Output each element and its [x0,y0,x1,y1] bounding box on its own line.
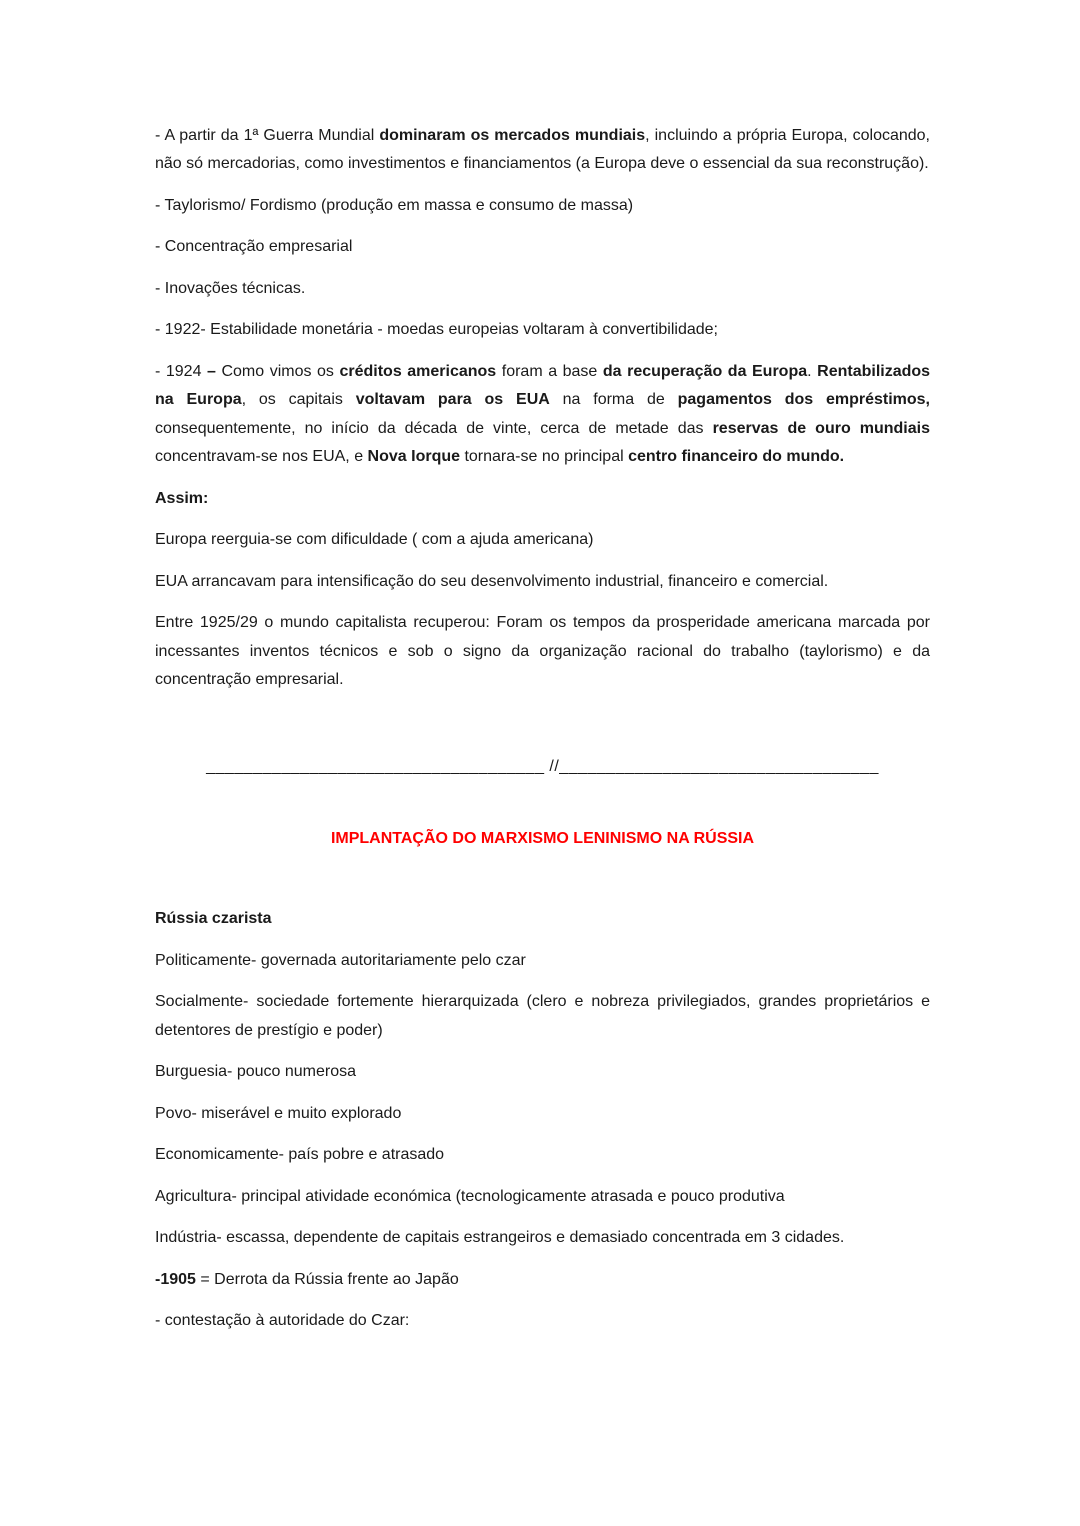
paragraph-text-bold: dominaram os mercados mundiais [379,127,646,144]
paragraph-text: - 1924 [155,362,208,380]
section-heading [155,825,930,853]
paragraph-text-bold: créditos americanos [339,362,497,380]
paragraph-text-bold: voltavam para os EUA [355,391,550,409]
paragraph [155,905,930,933]
paragraph-text-bold: reservas de ouro mundiais [712,419,930,437]
paragraph-text: Burguesia- pouco numerosa [155,1063,357,1081]
paragraph [155,1183,930,1211]
paragraph-text-bold: Rentabilizados na Europa [155,362,931,409]
paragraph-text: Politicamente- governada autoritariamente pelo czar [155,951,526,969]
paragraph-text-bold: da recuperação da Europa [602,362,808,380]
paragraph-text: Europa reerguia-se com dificuldade ( com a ajuda americana) [155,531,594,549]
paragraph-text: - Inovações técnicas. [155,279,306,297]
paragraph-text: Como vimos os [215,362,340,380]
paragraph [155,485,930,513]
paragraph [155,988,930,1045]
paragraph [155,122,930,179]
paragraph-text: EUA arrancavam para intensificação do seu desenvolvimento industrial, financeiro e comercial. [155,572,829,590]
paragraph-text: Socialmente- sociedade fortemente hierarquizada (clero e nobreza privilegiados, grandes proprietários e detentores de prestígio e poder) [155,993,930,1039]
paragraph-text: - Concentração empresarial [155,238,353,256]
paragraph-text-bold: – [207,362,216,380]
paragraph [155,275,930,303]
paragraph-text-bold: Rússia czarista [155,910,272,928]
paragraph-text-bold: centro financeiro do mundo. [628,448,845,466]
paragraph [155,947,930,975]
paragraph-text: Indústria- escassa, dependente de capitais estrangeiros e demasiado concentrada em 3 cidades. [155,1229,845,1247]
paragraph-text: - contestação à autoridade do Czar: [155,1312,410,1330]
paragraph [155,233,930,261]
paragraph-text: , incluindo a própria Europa, colocando, não só mercadorias, como investimentos e financiamentos (a Europa deve o essencial da sua reconstrução). [155,127,931,173]
paragraph-text: Agricultura- principal atividade económica (tecnologicamente atrasada e pouco produtiva [155,1187,785,1205]
paragraph [155,526,930,554]
paragraph-text: consequentemente, no início da década de vinte, cerca de metade das [155,419,713,437]
paragraph-text: = Derrota da Rússia frente ao Japão [195,1270,459,1288]
paragraph-text-bold: -1905 [155,1270,196,1288]
section-divider: ____________________________________ //__________________________________ [206,757,879,775]
paragraph-text: Economicamente- país pobre e atrasado [155,1146,445,1164]
paragraph-text: tornara-se no principal [460,448,629,466]
paragraph [155,1224,930,1252]
paragraph [155,609,930,694]
paragraph [155,1141,930,1169]
paragraph-text: concentravam-se nos EUA, e [155,448,368,466]
paragraph-text-bold: pagamentos dos empréstimos, [677,391,931,409]
paragraph-text: , os capitais [241,391,356,409]
paragraph-text: - 1922- Estabilidade monetária - moedas europeias voltaram à convertibilidade; [155,321,718,339]
paragraph-text: - Taylorismo/ Fordismo (produção em massa e consumo de massa) [155,196,634,214]
paragraph [155,316,930,344]
paragraph-text: foram a base [496,362,603,380]
paragraph [155,568,930,596]
paragraph [155,1058,930,1086]
paragraph [155,1100,930,1128]
paragraph-text-bold: Nova Iorque [367,448,461,466]
paragraph [155,358,930,472]
paragraph-text: Povo- miserável e muito explorado [155,1104,402,1122]
paragraph [155,1307,930,1335]
paragraph [155,1266,930,1294]
heading-text: IMPLANTAÇÃO DO MARXISMO LENINISMO NA RÚSSIA [330,829,755,847]
paragraph-text: . [807,362,818,380]
paragraph-text: - A partir da 1ª Guerra Mundial [155,127,380,144]
paragraph-text: Entre 1925/29 o mundo capitalista recuperou: Foram os tempos da prosperidade americana marcada por incessantes inventos técnicos e sob o signo da organização racional do trabalho (taylorismo) e da concentração empresarial. [155,614,930,689]
paragraph-text-bold: Assim: [155,489,209,507]
paragraph [155,192,930,220]
paragraph-text: na forma de [549,391,678,409]
